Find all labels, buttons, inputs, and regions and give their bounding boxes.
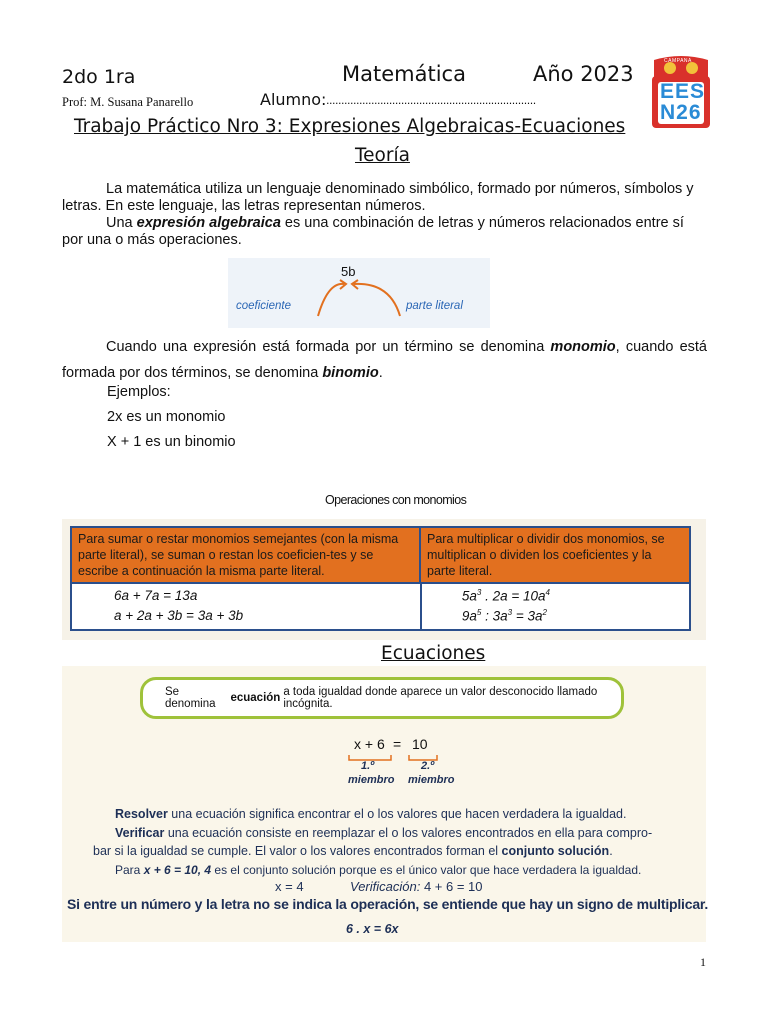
verificar-line [115,824,652,842]
operations-example-row [72,584,689,629]
member2-number: 2.º [421,760,435,772]
conjunto-solucion-term: conjunto solución [501,844,610,858]
student-line: ...................................................................... [326,94,536,107]
para-eq: x + 6 = 10, 4 [143,863,212,877]
figure-expression: 5b [341,264,356,279]
mult-b: . 2a = 10a [481,588,546,604]
verification-label: Verificación: [350,879,421,894]
div-b: : 3a [481,608,508,624]
member1-word: miembro [348,774,395,786]
verificar-text-2: bar si la igualdad se cumple. El valor o los valores encontrados forman el [93,844,502,858]
example-monomio: 2x es un monomio [107,409,226,425]
intro-paragraph [62,181,707,249]
examples-label: Ejemplos: [107,384,171,400]
figure-label-parte-literal: parte literal [406,300,463,312]
page-subtitle: Teoría [355,145,410,166]
para-pre: Para [115,863,144,877]
example-suma-2: a + 2a + 3b = 3a + 3b [114,608,244,623]
div-a-exp: 5 [476,608,482,617]
ecuaciones-heading: Ecuaciones [381,643,486,664]
div-b-exp: 3 [507,608,513,617]
def-pre: Se denomina [165,686,216,710]
page-title: Trabajo Práctico Nro 3: Expresiones Algebraicas-Ecuaciones [74,116,626,137]
example-suma-1: 6a + 7a = 13a [114,588,198,603]
header-sumar-restar: Para sumar o restar monomios semejantes (con la misma parte literal), se suman o restan los coeficien-tes y se escribe a continuación la misma parte literal. [72,528,421,582]
figure-arrows [228,258,490,328]
intro-text-2 [62,215,707,249]
example-dividir [462,608,547,624]
intro-text-1: La matemática utiliza un lenguaje denominado simbólico, formado por números, símbolos y letras. En este lenguaje, las letras representan números. [62,181,694,214]
equation-left: x + 6 [354,736,385,752]
course-label: 2do 1ra [62,66,136,88]
examples-sumar-restar [72,584,422,629]
member1-number: 1.º [361,760,375,772]
term-monomio: monomio [550,339,616,355]
para-line [115,861,641,879]
resolver-text: una ecuación significa encontrar el o los valores que hacen verdadera la igualdad. [167,807,627,821]
school-logo [646,56,716,130]
multiplication-example: 6 . x = 6x [346,922,399,936]
div-a: 9a [461,608,477,624]
operations-header-row [72,528,689,582]
verificar-line-2: bar si la igualdad se cumple. El valor o los valores encontrados forman el conjunto solución. [93,844,613,858]
monomio-pre: Cuando una expresión está formada por un término se denomina [106,339,551,355]
para-post: es el conjunto solución porque es el único valor que hace verdadera la igualdad. [211,863,642,877]
div-c: = 3a [512,608,543,624]
equation-sign: = [393,736,402,752]
ecuacion-definition-box [140,677,624,719]
multiplication-note: Si entre un número y la letra no se indica la operación, se entiende que hay un signo de multiplicar. [67,896,709,912]
def-post: a toda igualdad donde aparece un valor desconocido llamado incógnita. [283,686,598,710]
subject-label: Matemática [342,62,466,86]
resolver-term: Resolver [115,807,168,821]
mult-a-exp: 3 [476,588,482,597]
monomio-mid: , cuando está formada por dos términos, se denomina [62,339,707,381]
member2-word: miembro [408,774,455,786]
year-label: Año 2023 [533,62,634,86]
coeficiente-figure [228,258,490,328]
intro-p2-pre: Una [106,215,137,231]
student-label: Alumno: [260,90,327,109]
term-binomio: binomio [322,365,379,381]
page-number: 1 [700,955,706,969]
monomio-paragraph [62,334,707,386]
intro-p2-post: es una combinación de letras y números relacionados entre sí por una o más operaciones. [62,215,684,248]
verificar-term: Verificar [115,826,165,840]
operations-heading: Operaciones con monomios [325,493,467,507]
verificar-text: una ecuación consiste en reemplazar el o los valores encontrados en ella para compro- [164,826,653,840]
def-term: ecuación [230,692,281,704]
verification-line [350,878,483,896]
example-multiplicar [462,588,550,604]
professor-label: Prof: M. Susana Panarello [62,95,194,109]
example-binomio: X + 1 es un binomio [107,434,236,450]
examples-multiplicar-dividir [422,584,689,629]
logo-top-text: CAMPANA [664,58,692,64]
operations-table [70,526,691,631]
header-multiplicar-dividir: Para multiplicar o dividir dos monomios, se multiplican o dividen los coeficientes y la parte literal. [427,532,665,578]
monomio-end: . [378,365,383,381]
term-expresion-algebraica: expresión algebraica [136,215,281,231]
figure-label-coeficiente: coeficiente [236,300,291,312]
mult-b-exp: 4 [545,588,550,597]
equation-right: 10 [412,736,428,752]
logo-letters: EES [660,80,706,103]
verification-eq: 4 + 6 = 10 [420,879,483,894]
logo-number: N26 [660,101,702,124]
mult-a: 5a [461,588,477,604]
div-c-exp: 2 [542,608,547,617]
solution-value: x = 4 [275,879,304,894]
monomio-text [62,334,707,386]
resolver-line [115,805,626,823]
